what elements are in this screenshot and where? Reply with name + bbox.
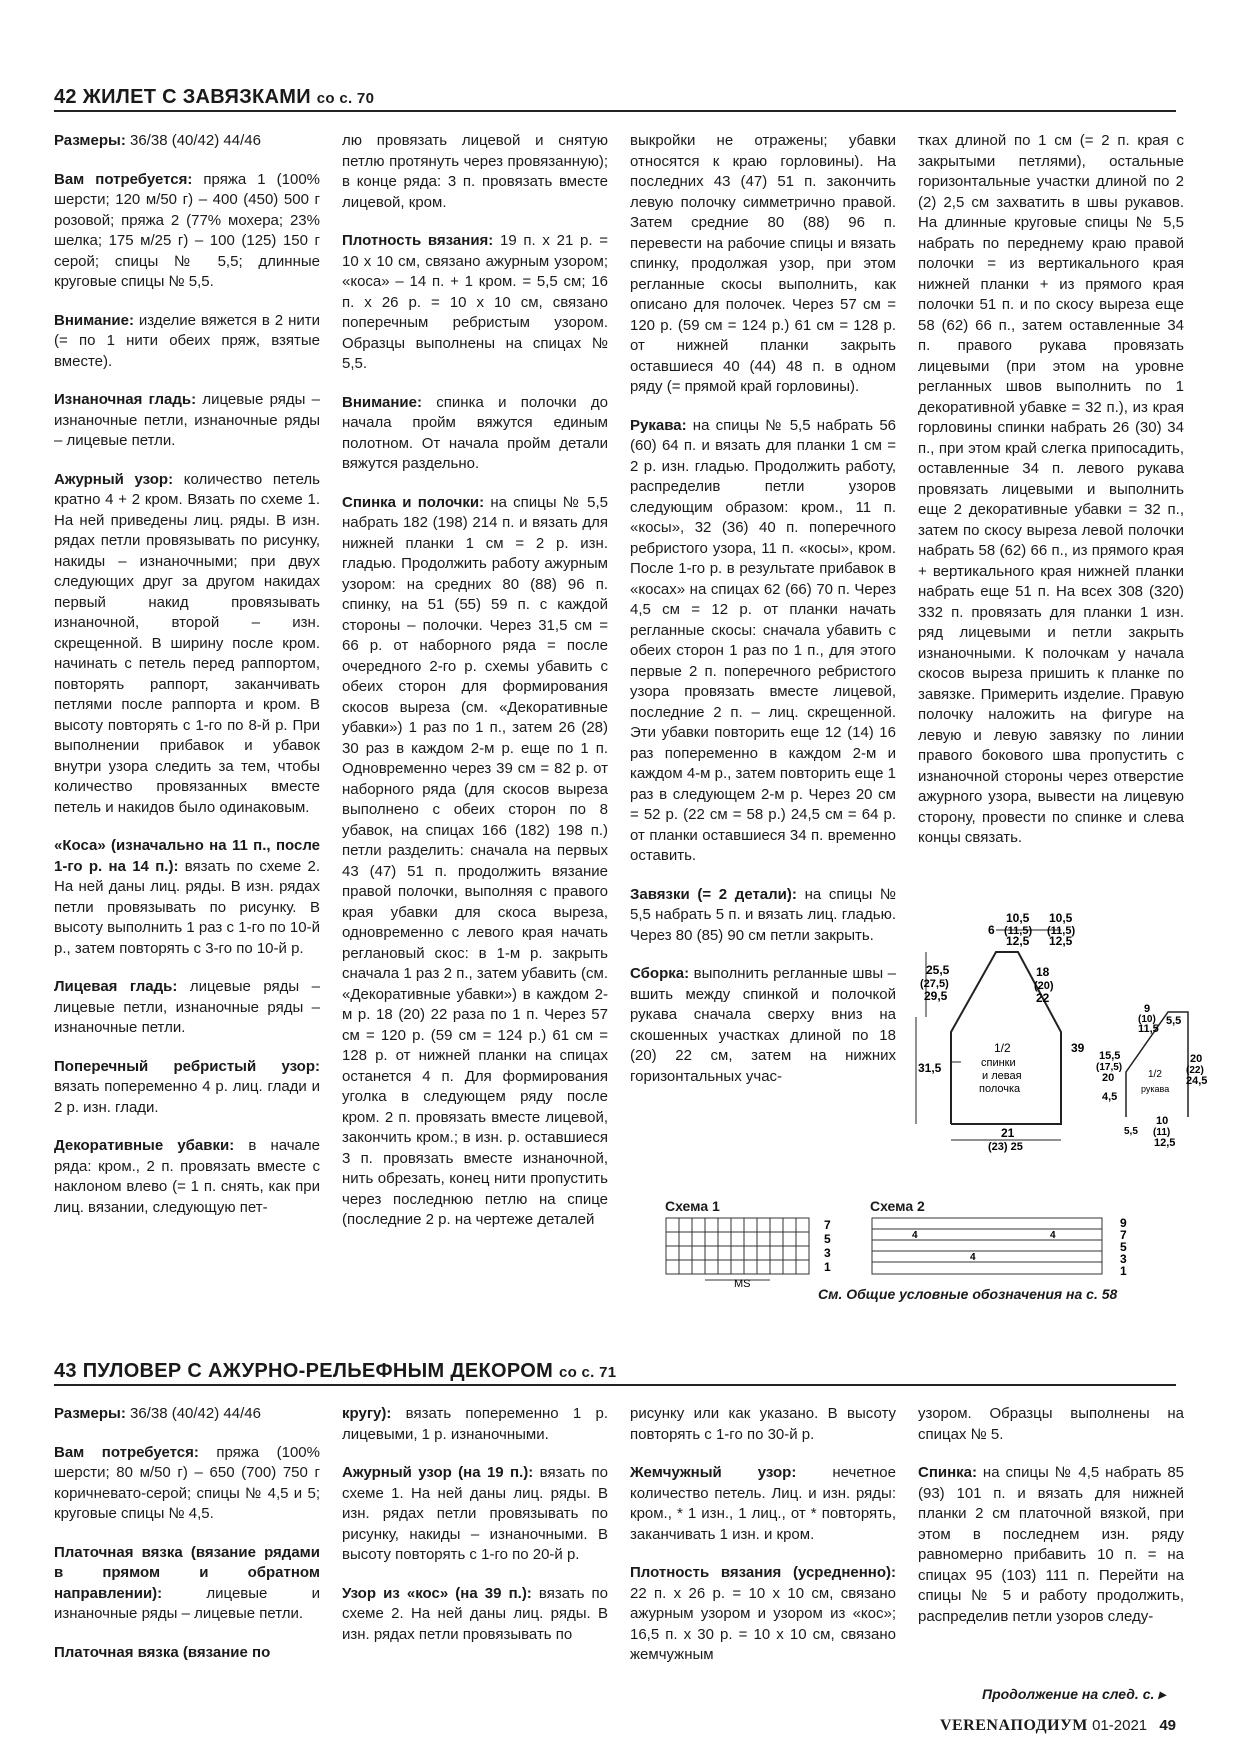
section-43-column-3: [630, 1404, 896, 1684]
svg-text:(23) 25: (23) 25: [988, 1141, 1023, 1153]
paragraph: [54, 1136, 320, 1218]
paragraph-heading: Вам потребуется:: [54, 1443, 199, 1461]
paragraph-heading: Размеры:: [54, 1405, 126, 1422]
svg-text:4: 4: [912, 1230, 918, 1241]
svg-text:29,5: 29,5: [924, 989, 948, 1003]
section-43-rule: [54, 1384, 1176, 1386]
paragraph-heading: Поперечный ребристый узор:: [54, 1057, 320, 1075]
paragraph-heading: Рукава:: [630, 416, 687, 434]
paragraph: [630, 1563, 896, 1666]
section-43-title: [54, 1360, 616, 1383]
section-43-column-1: [54, 1404, 320, 1681]
magazine-brand: VERENAПОДИУМ: [939, 1717, 1088, 1734]
svg-text:4: 4: [970, 1252, 976, 1263]
paragraph-heading: Завязки (= 2 детали):: [630, 885, 797, 903]
svg-text:MS: MS: [734, 1278, 751, 1290]
paragraph-text: выполнить регланные швы – вшить между спинкой и полочкой рукава сначала сверху вниз на скошенных участках длиной по 18 (20) 22 см, затем на нижних горизонтальных учас-: [630, 965, 896, 1085]
svg-text:31,5: 31,5: [918, 1061, 942, 1075]
svg-text:20: 20: [1190, 1053, 1203, 1065]
section-42-title-text: 42 ЖИЛЕТ С ЗАВЯЗКАМИ: [54, 86, 311, 108]
svg-text:3: 3: [1120, 1252, 1127, 1266]
paragraph: [342, 131, 608, 213]
paragraph-heading: Внимание:: [54, 311, 134, 329]
svg-text:и левая: и левая: [982, 1070, 1022, 1082]
paragraph-heading: Жемчужный узор:: [630, 1464, 797, 1481]
svg-text:1/2: 1/2: [1148, 1069, 1162, 1080]
svg-text:3: 3: [824, 1246, 831, 1260]
paragraph-text: тках длиной по 1 см (= 2 п. края с закрытыми петлями), остальные горизонтальные участки длиной по 2 (2) 2,5 см захватить в швы рукавов. На длинные круговые спицы № 5,5 набрать по переднему краю правой полочки = из вертикального края нижней планки + из прямого края полочки 51 п. и по скосу выреза еще 58 (62) 66 п., затем оставленные 34 п. правого рукава провязать лицевыми (при этом на уровне регланных швов выполнить по 1 декоративной убавке = 32 п.), из края горловины спинки набрать 26 (30) 34 п., при этом край слегка припосадить, оставленные 34 п. левого рукава провязать лицевыми и выполнить еще 2 декоративные убавки = 32 п., затем по скосу выреза левой полочки набрать 58 (62) 66 п., из прямого края + вертикального края нижней планки набрать еще 51 п. На всех 308 (320) 332 п. провязать для планки 1 изн. ряд лицевыми и петли закрыть изнаночными. К полочкам у начала скосов выреза пришить к планке по завязке. Примерить изделие. Правую полочку наложить на фигуре на левую и левую завязку по линии правого бокового шва пропустить с изнаночной стороны через отверстие ажурного узора, вывести на лицевую сторону, провести по спинке и слева концы связать.: [918, 132, 1184, 846]
svg-text:рукава: рукава: [1141, 1084, 1170, 1094]
paragraph-heading: Декоративные убавки:: [54, 1137, 235, 1154]
section-42-title: [54, 86, 374, 109]
paragraph-heading: Плотность вязания:: [342, 232, 494, 249]
svg-text:12,5: 12,5: [1006, 934, 1030, 948]
page-footer: [940, 1717, 1176, 1735]
paragraph-text: лицевые и изнаночные ряды – лицевые петли.: [54, 1584, 320, 1622]
paragraph-text: пряжа 1 (100% шерсти; 120 м/50 г) – 400 (450) 500 г розовой; пряжа 2 (77% мохера; 23% шелка; 175 м/25 г) – 100 (125) 150 г серой; спицы № 5,5; длинные круговые спицы № 5,5.: [54, 170, 320, 290]
svg-text:6: 6: [988, 923, 995, 937]
svg-text:1/2: 1/2: [994, 1041, 1011, 1055]
paragraph: [54, 1404, 320, 1425]
svg-text:полочка: полочка: [979, 1083, 1021, 1095]
svg-text:9: 9: [1144, 1003, 1151, 1015]
svg-text:10,5: 10,5: [1006, 911, 1030, 925]
pattern-diagram: [906, 911, 1208, 1153]
paragraph-heading: Вам потребуется:: [54, 170, 193, 188]
paragraph-heading: Узор из «кос» (на 39 п.):: [342, 1584, 532, 1602]
paragraph-text: 36/38 (40/42) 44/46: [125, 132, 261, 149]
paragraph: [54, 977, 320, 1039]
svg-text:спинки: спинки: [981, 1057, 1016, 1069]
section-43-ref: со с. 71: [558, 1364, 617, 1381]
svg-text:21: 21: [1001, 1126, 1015, 1140]
svg-text:(11,5): (11,5): [1047, 925, 1076, 937]
svg-text:20: 20: [1102, 1072, 1115, 1084]
svg-text:(11,5): (11,5): [1004, 925, 1033, 937]
paragraph: [918, 131, 1184, 849]
section-42-column-4: [918, 131, 1184, 867]
paragraph-text: на спицы № 5,5 набрать 182 (198) 214 п. и вязать для нижней планки 1 см = 2 р. изн. гладью. Продолжить работу ажурным узором: на средних 80 (88) 96 п. спинку, на 51 (55) 59 п. с каждой стороны – полочки. Через 31,5 см = 66 р. от наборного ряда = после очередного 2-го р. схемы убавить с обеих сторон для формирования скосов выреза (см. «Декоративные убавки») 1 раз по 1 п., затем 26 (28) 30 раз в каждом 2-м р. еще по 1 п. Одновременно через 39 см = 82 р. от наборного ряда (для скосов выреза выполнено с обеих сторон по 8 убавок, на спицах 166 (182) 198 п.) петли разделить: сначала на первых 43 (47) 51 п. продолжить вязание правой полочки, выполняя с правого края убавки для скоса выреза, одновременно с левого края начать реглановый скос: в 1-м р. закрыть сначала 1 раз 2 п., затем убавить (см. «Декоративные убавки») в каждом 2-м р. 18 (20) 22 раза по 1 п. Через 57 см = 120 р. (59 см = 124 р.) 61 см = 128 р. от нижней планки на спицах останется 4 п. Для формирования уголка в следующем ряду после кром. 2 п. провязать вместе лицевой, закончить кром.; в изн. р. оставшиеся 3 п. провязать вместе изнаночной, нить обрезать, конец нити пропустить через последнюю петлю на спице (последние 2 р. на чертеже деталей: [342, 493, 608, 1228]
section-42-column-1: [54, 131, 320, 1236]
paragraph-text: 36/38 (40/42) 44/46: [125, 1405, 261, 1422]
section-43-column-4: [918, 1404, 1184, 1645]
paragraph-heading: Сборка:: [630, 965, 690, 982]
paragraph: [54, 311, 320, 373]
section-42-rule: [54, 110, 1176, 112]
svg-text:5,5: 5,5: [1166, 1015, 1182, 1027]
paragraph-heading: кругу):: [342, 1405, 392, 1422]
paragraph-text: выкройки не отражены; убавки относятся к краю горловины). На последних 43 (47) 51 п. закончить левую полочку симметрично правой. Затем средние 80 (88) 96 п. перевести на рабочие спицы и вязать спинку, продолжая узор, при этом регланные скосы выполнить, как описано для полочек. Через 57 см = 120 р. (59 см = 124 р.) 61 см = 128 р. от нижней планки закрыть оставшиеся 40 (44) 48 п. в одном ряду (= прямой край горловины).: [630, 132, 896, 395]
paragraph-text: вязать попеременно 1 р. лицевыми, 1 р. изнаночными.: [342, 1405, 608, 1443]
svg-text:10,5: 10,5: [1049, 911, 1073, 925]
section-42-ref: со с. 70: [316, 90, 375, 107]
paragraph-text: лицевые ряды – изнаночные петли, изнаночные ряды – лицевые петли.: [54, 391, 320, 449]
paragraph: [54, 1057, 320, 1119]
schema-1-grid: [664, 1216, 839, 1288]
paragraph-heading: Спинка:: [918, 1464, 978, 1481]
paragraph-heading: Внимание:: [342, 393, 422, 411]
paragraph-heading: Спинка и полочки:: [342, 493, 485, 511]
svg-text:25,5: 25,5: [926, 963, 950, 977]
svg-text:(17,5): (17,5): [1096, 1062, 1123, 1073]
paragraph: [918, 1404, 1184, 1445]
section-43-title-text: 43 ПУЛОВЕР С АЖУРНО-РЕЛЬЕФНЫМ ДЕКОРОМ: [54, 1360, 554, 1382]
svg-text:5,5: 5,5: [1124, 1126, 1138, 1137]
svg-text:4,5: 4,5: [1102, 1091, 1118, 1103]
svg-text:39: 39: [1071, 1041, 1085, 1055]
paragraph-text: вязать попеременно 4 р. лиц. глади и 2 р. изн. глади.: [54, 1078, 320, 1116]
svg-text:22: 22: [1036, 991, 1050, 1005]
paragraph: [54, 390, 320, 452]
section-43-column-2: [342, 1404, 608, 1663]
paragraph-text: количество петель кратно 4 + 2 кром. Вязать по схеме 1. На ней приведены лиц. ряды. В изн. рядах петли провязывать по рисунку, накиды – изнаночными; при двух следующих друг за другом накидах первый накид провязывать изнаночной, второй – изн. скрещенной. В ширину после кром. начинать с петель перед раппортом, повторять раппорт, заканчивать петлями после раппорта и кром. В высоту повторять с 1-го по 8-й р. При выполнении прибавок и убавок внутри узора следить за тем, чтобы количество провязанных вместе петель и накидов было одинаковым.: [54, 470, 320, 816]
paragraph: [630, 131, 896, 398]
paragraph-heading: Ажурный узор (на 19 п.):: [342, 1464, 534, 1481]
paragraph-text: в начале ряда: кром., 2 п. провязать вместе с наклоном влево (= 1 п. снять, как при лиц. вязании, следующую пет-: [54, 1137, 320, 1216]
paragraph-text: 19 п. х 21 р. = 10 х 10 см, связано ажурным узором; «коса» – 14 п. + 1 кром. = 5,5 см; 16 п. х 26 р. = 10 х 10 см, связано поперечным ребристым узором. Образцы выполнены на спицах № 5,5.: [342, 232, 609, 372]
paragraph-text: лю провязать лицевой и снятую петлю протянуть через провязанную); в конце ряда: 3 п. провязать вместе лицевой, кром.: [342, 132, 608, 211]
paragraph-text: вязать по схеме 2. На ней даны лиц. ряды. В изн. рядах петли провязывать по: [342, 1584, 608, 1643]
paragraph-heading: Платочная вязка (вязание рядами в прямом и обратном направлении):: [54, 1543, 320, 1602]
paragraph-heading: Лицевая гладь:: [54, 978, 178, 995]
paragraph: [342, 231, 608, 375]
svg-text:1: 1: [824, 1260, 831, 1274]
schema-2-grid: [870, 1216, 1150, 1278]
paragraph: [342, 393, 608, 475]
paragraph: [54, 131, 320, 152]
section-42-column-2: [342, 131, 608, 1249]
paragraph: [918, 1463, 1184, 1627]
paragraph-text: на спицы № 4,5 набрать 85 (93) 101 п. и вязать для нижней планки 2 см платочной вязкой, при этом в последнем изн. ряду равномерно прибавить 10 п. = на спицах 95 (103) 111 п. Перейти на спицы № 5 и работу продолжить, распределив петли узоров следу-: [918, 1464, 1184, 1625]
svg-text:7: 7: [824, 1218, 831, 1232]
svg-text:10: 10: [1156, 1115, 1169, 1127]
paragraph-heading: Ажурный узор:: [54, 470, 174, 488]
issue-number: 01-2021: [1092, 1717, 1148, 1734]
paragraph: [342, 1463, 608, 1566]
paragraph-heading: Изнаночная гладь:: [54, 391, 197, 408]
svg-text:24,5: 24,5: [1186, 1075, 1208, 1087]
paragraph-text: вязать по схеме 2. На ней даны лиц. ряды. В изн. рядах петли провязывать по рисунку. В высоту выполнить 1 раз с 1-го по 10-й р., затем повторять с 3-го по 10-й р.: [54, 857, 320, 957]
svg-text:15,5: 15,5: [1099, 1050, 1121, 1062]
schema-1-title: Схема 1: [665, 1198, 720, 1214]
paragraph: [54, 836, 320, 959]
paragraph: [342, 493, 608, 1231]
svg-text:18: 18: [1036, 965, 1050, 979]
paragraph-heading: «Коса» (изначально на 11 п., после 1-го р. на 14 п.):: [54, 837, 320, 875]
paragraph-text: нечетное количество петель. Лиц. и изн. ряды: кром., * 1 изн., 1 лиц., от * повторять, заканчивать 1 изн. и кром.: [630, 1464, 896, 1543]
paragraph: [630, 416, 896, 867]
paragraph-text: пряжа (100% шерсти; 80 м/50 г) – 650 (700) 750 г коричневато-серой; спицы № 4,5 и 5; круговые спицы № 4,5.: [54, 1443, 320, 1522]
paragraph-text: узором. Образцы выполнены на спицах № 5.: [918, 1405, 1184, 1443]
paragraph: [630, 964, 896, 1087]
svg-text:5: 5: [824, 1232, 831, 1246]
continue-note: Продолжение на след. с. ▸: [982, 1686, 1166, 1702]
paragraph-text: 22 п. х 26 р. = 10 х 10 см, связано ажурным узором и узором из «кос»; 16,5 п. х 30 р. = 10 х 10 см, связано жемчужным: [630, 1584, 896, 1663]
svg-text:12,5: 12,5: [1154, 1137, 1176, 1149]
paragraph: [54, 470, 320, 819]
paragraph-heading: Размеры:: [54, 132, 126, 149]
svg-text:11,5: 11,5: [1138, 1023, 1159, 1035]
paragraph-text: изделие вяжется в 2 нити (= по 1 нити обеих пряж, взятые вместе).: [54, 311, 320, 370]
section-42-column-3: [630, 131, 896, 1105]
paragraph-text: рисунку или как указано. В высоту повторять с 1-го по 30-й р.: [630, 1405, 896, 1443]
svg-text:9: 9: [1120, 1216, 1127, 1230]
paragraph-text: на спицы № 5,5 набрать 56 (60) 64 п. и вязать для планки 1 см = 2 р. изн. гладью. Продолжить работу, распределив петли узоров следующим образом: кром., 11 п. «косы», 32 (36) 40 п. поперечного ребристого узора, 11 п. «косы», кром. После 1-го р. в результате прибавок в «косах» на спицах 62 (66) 70 п. Через 4,5 см = 12 р. от планки начать регланные скосы: сначала убавить с обеих сторон 1 раз по 1 п., для этого первые 2 п. поперечного ребристого узора провязать вместе лицевой, последние 2 п. – лиц. скрещенной. Эти убавки повторить еще 12 (14) 16 раз попеременно в каждом 2-м и каждом 4-м р., затем повторить еще 1 раз в следующем 2-м р. Через 20 см = 52 р. (22 см = 58 р.) 24,5 см = 64 р. от планки оставшиеся 34 п. временно оставить.: [630, 416, 897, 864]
svg-text:(27,5): (27,5): [920, 978, 949, 990]
legend-reference-note: См. Общие условные обозначения на с. 58: [818, 1286, 1118, 1302]
paragraph: [630, 885, 896, 947]
paragraph: [342, 1584, 608, 1646]
svg-text:12,5: 12,5: [1049, 934, 1073, 948]
svg-text:(11): (11): [1153, 1127, 1171, 1138]
svg-text:(10): (10): [1138, 1014, 1156, 1025]
paragraph: [54, 1543, 320, 1625]
svg-text:1: 1: [1120, 1264, 1127, 1278]
paragraph-text: на спицы № 5,5 набрать 5 п. и вязать лиц. гладью. Через 80 (85) 90 см петли закрыть.: [630, 885, 896, 944]
paragraph-text: вязать по схеме 1. На ней даны лиц. ряды. В изн. рядах петли провязывать по рисунку, накиды – изнаночными. В высоту повторять с 1-го по 20-й р.: [342, 1464, 608, 1563]
svg-text:(22): (22): [1186, 1065, 1204, 1076]
paragraph: [54, 1443, 320, 1525]
paragraph-heading: Плотность вязания (усредненно):: [630, 1564, 896, 1581]
paragraph-text: спинка и полочки до начала пройм вяжутся единым полотном. От начала пройм детали вяжутся раздельно.: [342, 393, 608, 472]
paragraph: [54, 170, 320, 293]
schema-2-title: Схема 2: [870, 1198, 925, 1214]
paragraph-heading: Платочная вязка (вязание по: [54, 1643, 271, 1661]
paragraph: [630, 1404, 896, 1445]
svg-text:7: 7: [1120, 1228, 1127, 1242]
paragraph: [630, 1463, 896, 1545]
svg-text:(20): (20): [1034, 980, 1054, 992]
page-number: 49: [1159, 1717, 1176, 1734]
svg-text:4: 4: [1050, 1230, 1056, 1241]
paragraph: [342, 1404, 608, 1445]
paragraph: [54, 1643, 320, 1664]
paragraph-text: лицевые ряды – лицевые петли, изнаночные ряды – изнаночные петли.: [54, 978, 320, 1036]
svg-text:5: 5: [1120, 1240, 1127, 1254]
